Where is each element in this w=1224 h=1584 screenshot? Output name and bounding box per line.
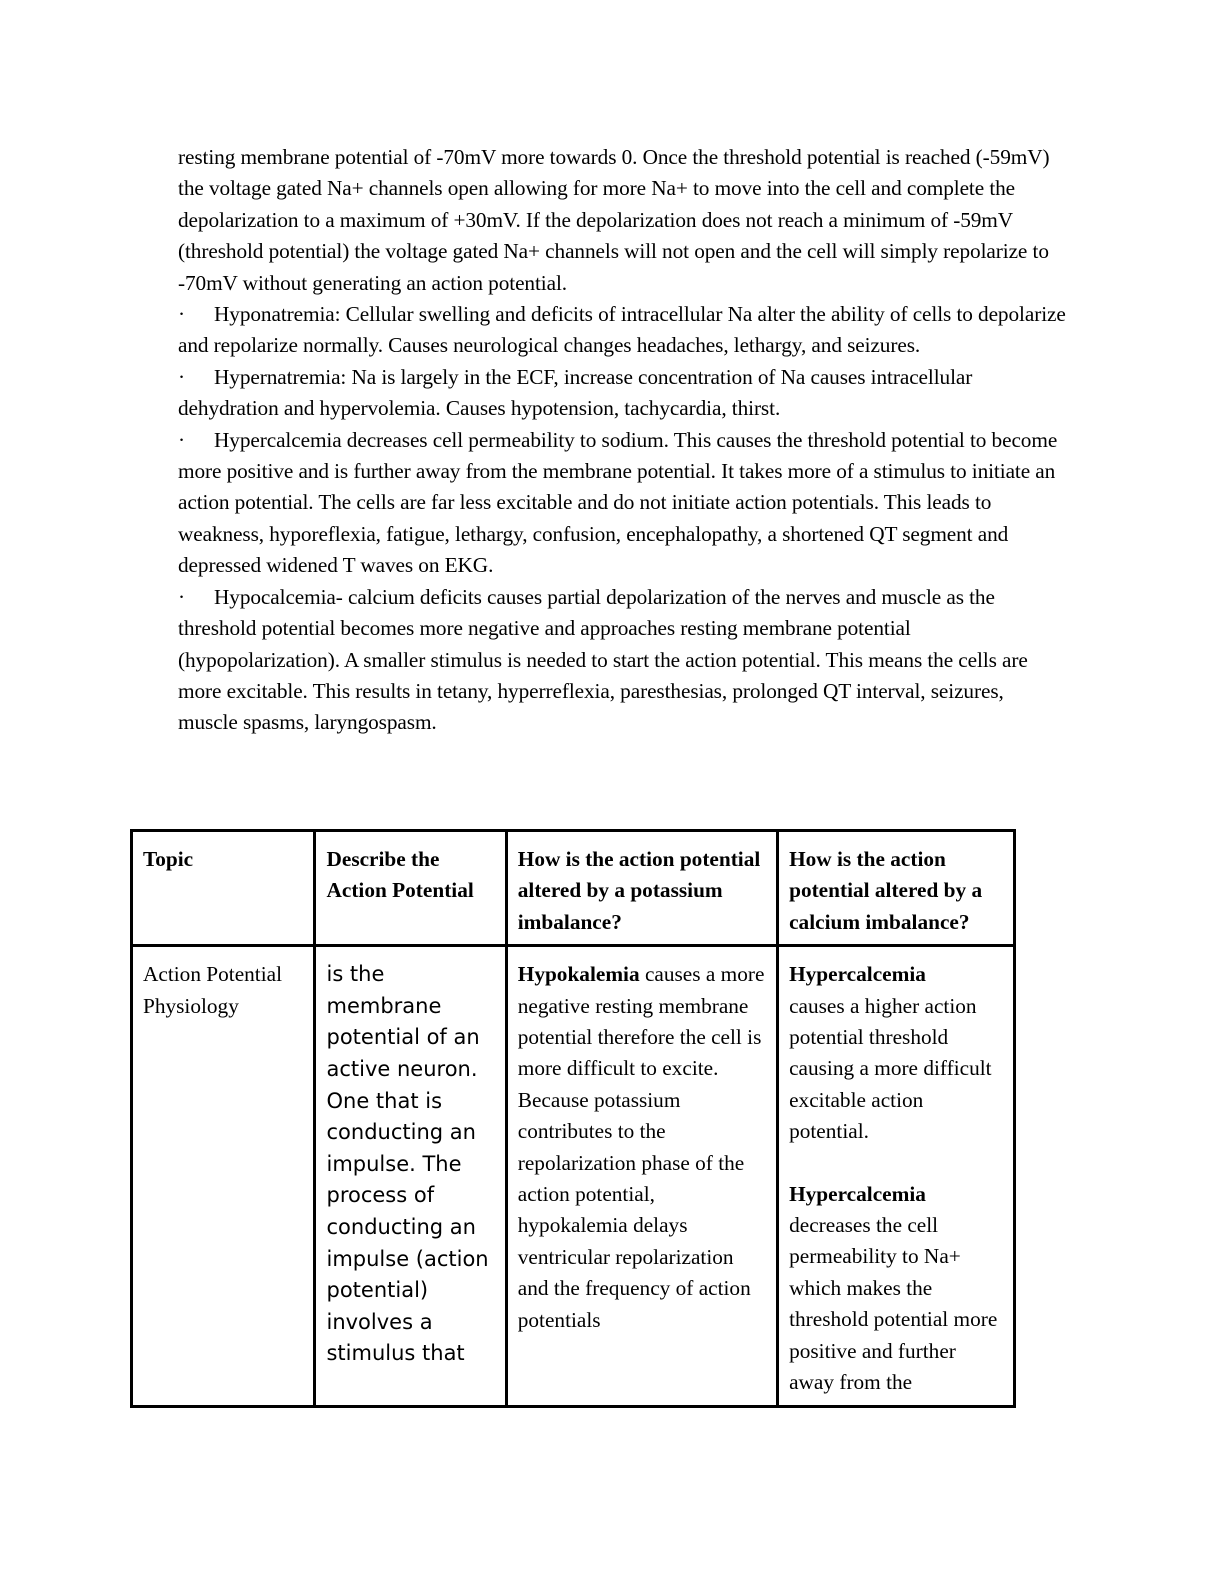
term-hypokalemia: Hypokalemia <box>517 962 640 987</box>
cell-potassium: Hypokalemia causes a more negative resting membrane potential therefore the cell is more difficult to excite. Because potassium contributes to the repolarization phase of the action potential, hypokalemia delays ventricular repolarization and the frequency of action potentials <box>506 946 777 1407</box>
bullet-marker: · <box>178 302 185 327</box>
intro-paragraph: resting membrane potential of -70mV more towards 0. Once the threshold potential is reached (-59mV) the voltage gated Na+ channels open allowing for more Na+ to move into the cell and complete the depolarization to a maximum of +30mV. If the depolarization does not reach a minimum of -59mV (threshold potential) the voltage gated Na+ channels will not open and the cell will simply repolarize to -70mV without generating an action potential. <box>178 145 1050 295</box>
cell-topic: Action Potential Physiology <box>132 946 315 1407</box>
table-header-row <box>132 831 1015 946</box>
bullet-hypernatremia: · Hypernatremia: Na is largely in the ECF, increase concentration of Na causes intracellular dehydration and hypervolemia. Causes hypotension, tachycardia, thirst. <box>178 362 1068 425</box>
bullet-hyponatremia: · Hyponatremia: Cellular swelling and deficits of intracellular Na alter the ability of cells to depolarize and repolarize normally. Causes neurological changes headaches, lethargy, and seizures. <box>178 299 1068 362</box>
header-potassium: How is the action potential altered by a potassium imbalance? <box>506 831 777 946</box>
term-hypercalcemia: Hypercalcemia <box>789 1181 926 1206</box>
action-potential-table <box>130 829 1016 1408</box>
bullet-hypocalcemia: · Hypocalcemia- calcium deficits causes partial depolarization of the nerves and muscle as the threshold potential becomes more negative and approaches resting membrane potential (hypopolarization). A smaller stimulus is needed to start the action potential. This means the cells are more excitable. This results in tetany, hyperreflexia, paresthesias, prolonged QT interval, seizures, muscle spasms, laryngospasm. <box>178 582 1068 739</box>
body-text <box>178 142 1068 739</box>
bullet-marker: · <box>178 364 185 389</box>
term-hypercalcemia: Hypercalcemia <box>789 962 926 987</box>
cell-calcium <box>778 946 1015 1407</box>
table-row <box>132 946 1015 1407</box>
bullet-marker: · <box>178 584 185 609</box>
header-calcium: How is the action potential altered by a calcium imbalance? <box>778 831 1015 946</box>
calcium-entry-2: Hypercalcemia decreases the cell permeability to Na+ which makes the threshold potential more positive and further away from the <box>789 1181 998 1395</box>
header-describe: Describe the Action Potential <box>315 831 506 946</box>
bullet-hypercalcemia: · Hypercalcemia decreases cell permeability to sodium. This causes the threshold potential to become more positive and is further away from the membrane potential. It takes more of a stimulus to initiate an action potential. The cells are far less excitable and do not initiate action potentials. This leads to weakness, hyporeflexia, fatigue, lethargy, confusion, encephalopathy, a shortened QT segment and depressed widened T waves on EKG. <box>178 425 1068 582</box>
cell-describe: is the membrane potential of an active neuron. One that is conducting an impulse. The process of conducting an impulse (action potential) involves a stimulus that <box>315 946 506 1407</box>
calcium-entry-1: Hypercalcemia causes a higher action potential threshold causing a more difficult excitable action potential. <box>789 962 992 1144</box>
bullet-marker: · <box>178 427 185 452</box>
header-topic: Topic <box>132 831 315 946</box>
